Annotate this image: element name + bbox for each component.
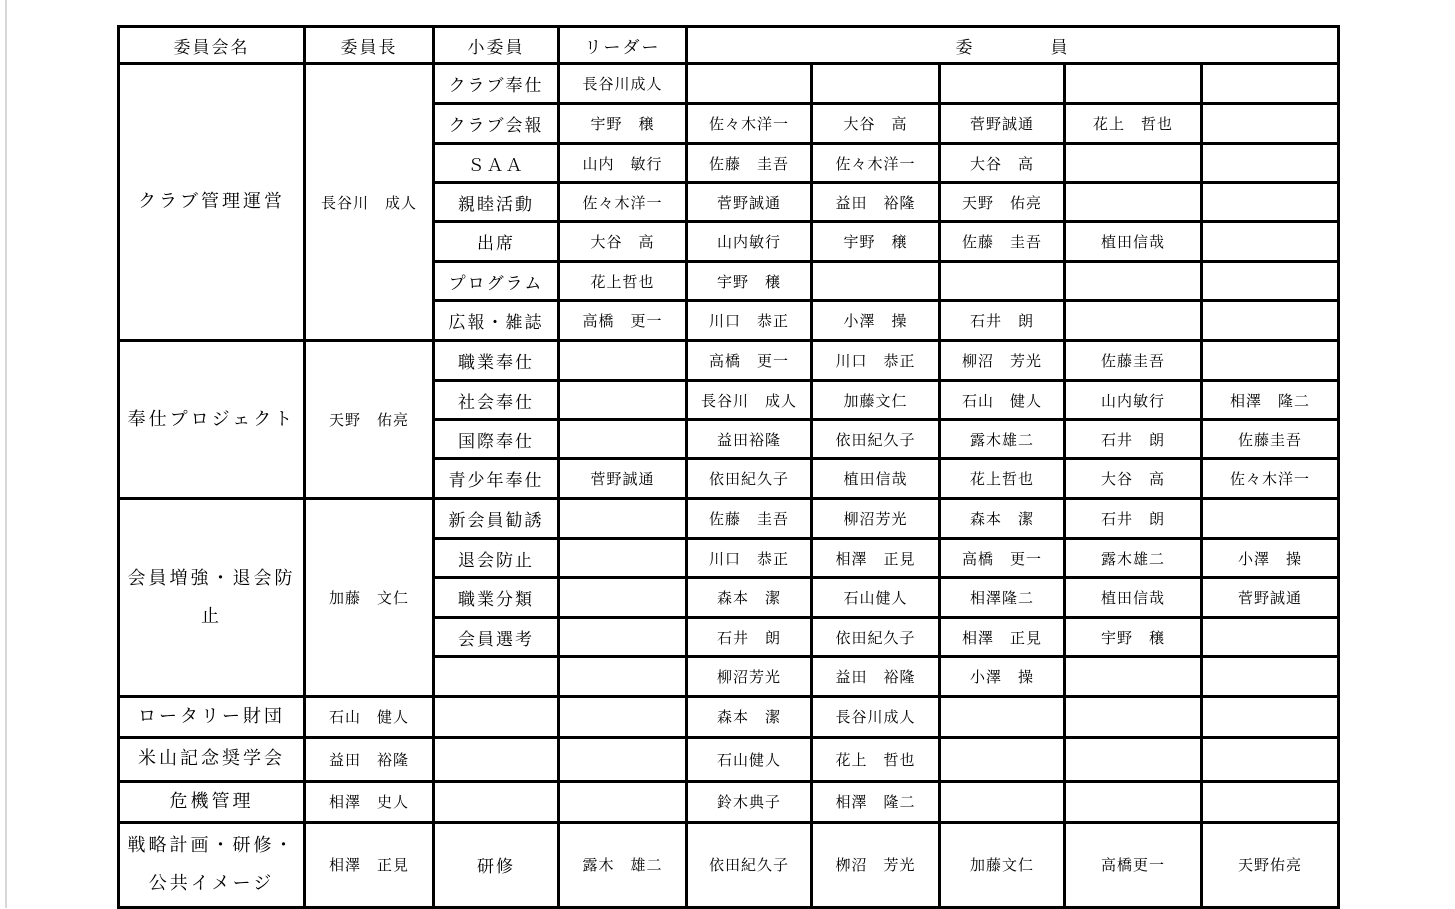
empty-cell: [1202, 222, 1339, 262]
empty-cell: [1202, 301, 1339, 341]
empty-cell: [559, 737, 687, 781]
empty-cell: [1065, 144, 1202, 183]
member-name: 植田信哉: [1065, 222, 1202, 262]
leader-name: 宇野 穣: [559, 104, 687, 144]
committee-table: [117, 25, 1340, 909]
member-name: 石井 朗: [687, 618, 812, 657]
member-name: 露木雄二: [1065, 539, 1202, 578]
leader-name: 佐々木洋一: [559, 183, 687, 222]
member-name: 相澤 正見: [940, 618, 1065, 657]
empty-cell: [1202, 697, 1339, 738]
member-name: 佐々木洋一: [687, 104, 812, 144]
chair-name: 長谷川 成人: [305, 64, 434, 341]
member-name: 小澤 操: [812, 301, 940, 341]
subcommittee-name: 新会員勧誘: [434, 499, 559, 539]
subcommittee-name: 広報・雑誌: [434, 301, 559, 341]
empty-cell: [940, 64, 1065, 104]
member-name: 小澤 操: [940, 657, 1065, 697]
empty-subcommittee-cell: [434, 697, 559, 738]
member-name: 川口 恭正: [812, 341, 940, 381]
empty-cell: [1202, 64, 1339, 104]
member-name: 石山健人: [812, 578, 940, 618]
member-name: 加藤文仁: [940, 822, 1065, 907]
member-name: 栁沼 芳光: [812, 822, 940, 907]
subcommittee-name: 職業奉仕: [434, 341, 559, 381]
chair-name: 石山 健人: [305, 697, 434, 738]
member-name: 依田紀久子: [687, 822, 812, 907]
member-name: 石井 朗: [1065, 420, 1202, 459]
empty-cell: [1065, 183, 1202, 222]
member-name: 佐藤圭吾: [1065, 341, 1202, 381]
empty-cell: [1202, 341, 1339, 381]
empty-cell: [559, 341, 687, 381]
member-name: 菅野誠通: [1202, 578, 1339, 618]
member-name: 露木雄二: [940, 420, 1065, 459]
empty-subcommittee-cell: [434, 657, 559, 697]
member-name: 花上 哲也: [1065, 104, 1202, 144]
member-name: 佐藤圭吾: [1202, 420, 1339, 459]
chair-name: 天野 佑亮: [305, 341, 434, 499]
table-row: [119, 499, 1339, 539]
member-name: 川口 恭正: [687, 539, 812, 578]
member-name: 相澤隆二: [940, 578, 1065, 618]
empty-cell: [940, 781, 1065, 822]
empty-cell: [940, 262, 1065, 301]
committee-name: 戦略計画・研修・公共イメージ: [119, 822, 305, 907]
empty-cell: [940, 697, 1065, 738]
leader-name: 長谷川成人: [559, 64, 687, 104]
member-name: 依田紀久子: [687, 459, 812, 499]
member-name: 佐藤 圭吾: [940, 222, 1065, 262]
member-name: 大谷 高: [940, 144, 1065, 183]
empty-cell: [812, 64, 940, 104]
leader-name: 花上哲也: [559, 262, 687, 301]
table-row: [119, 697, 1339, 738]
member-name: 菅野誠通: [940, 104, 1065, 144]
committee-name: 危機管理: [119, 781, 305, 822]
header-subcommittee: 小委員: [434, 27, 559, 64]
committee-name: 会員増強・退会防止: [119, 499, 305, 697]
leader-name: 菅野誠通: [559, 459, 687, 499]
member-name: 石井 朗: [1065, 499, 1202, 539]
member-name: 高橋更一: [1065, 822, 1202, 907]
member-name: 川口 恭正: [687, 301, 812, 341]
empty-cell: [1202, 104, 1339, 144]
member-name: 佐藤 圭吾: [687, 499, 812, 539]
empty-subcommittee-cell: [434, 781, 559, 822]
empty-cell: [1065, 781, 1202, 822]
empty-cell: [1202, 499, 1339, 539]
member-name: 高橋 更一: [940, 539, 1065, 578]
empty-cell: [687, 64, 812, 104]
member-name: 柳沼芳光: [812, 499, 940, 539]
member-name: 森本 潔: [687, 697, 812, 738]
subcommittee-name: 会員選考: [434, 618, 559, 657]
member-name: 長谷川 成人: [687, 381, 812, 420]
member-name: 石山健人: [687, 737, 812, 781]
member-name: 宇野 穣: [687, 262, 812, 301]
empty-cell: [1065, 301, 1202, 341]
empty-cell: [1202, 618, 1339, 657]
empty-cell: [1202, 781, 1339, 822]
member-name: 相澤 隆二: [1202, 381, 1339, 420]
member-name: 鈴木典子: [687, 781, 812, 822]
empty-cell: [559, 618, 687, 657]
empty-subcommittee-cell: [434, 737, 559, 781]
subcommittee-name: クラブ奉仕: [434, 64, 559, 104]
table-row: [119, 341, 1339, 381]
member-name: 佐々木洋一: [812, 144, 940, 183]
empty-cell: [559, 499, 687, 539]
chair-name: 相澤 史人: [305, 781, 434, 822]
member-name: 森本 潔: [687, 578, 812, 618]
member-name: 相澤 正見: [812, 539, 940, 578]
empty-cell: [1202, 657, 1339, 697]
empty-cell: [559, 697, 687, 738]
header-leader: リーダー: [559, 27, 687, 64]
subcommittee-name: 青少年奉仕: [434, 459, 559, 499]
member-name: 大谷 高: [812, 104, 940, 144]
empty-cell: [812, 262, 940, 301]
empty-cell: [940, 737, 1065, 781]
subcommittee-name: 社会奉仕: [434, 381, 559, 420]
empty-cell: [1202, 262, 1339, 301]
empty-cell: [1202, 144, 1339, 183]
empty-cell: [1065, 262, 1202, 301]
member-name: 植田信哉: [812, 459, 940, 499]
empty-cell: [559, 578, 687, 618]
member-name: 加藤文仁: [812, 381, 940, 420]
leader-name: 山内 敏行: [559, 144, 687, 183]
member-name: 山内敏行: [1065, 381, 1202, 420]
subcommittee-name: 親睦活動: [434, 183, 559, 222]
subcommittee-name: 出席: [434, 222, 559, 262]
member-name: 長谷川成人: [812, 697, 940, 738]
member-name: 宇野 穣: [812, 222, 940, 262]
subcommittee-name: 退会防止: [434, 539, 559, 578]
committee-name: 奉仕プロジェクト: [119, 341, 305, 499]
subcommittee-name: クラブ会報: [434, 104, 559, 144]
empty-cell: [559, 420, 687, 459]
table-row: [119, 737, 1339, 781]
committee-name: クラブ管理運営: [119, 64, 305, 341]
subcommittee-name: 国際奉仕: [434, 420, 559, 459]
committee-table-body: [119, 27, 1339, 908]
table-row: [119, 822, 1339, 907]
empty-cell: [559, 539, 687, 578]
chair-name: 益田 裕隆: [305, 737, 434, 781]
member-name: 花上 哲也: [812, 737, 940, 781]
empty-cell: [559, 381, 687, 420]
header-committee-name: 委員会名: [119, 27, 305, 64]
member-name: 柳沼 芳光: [940, 341, 1065, 381]
leader-name: 大谷 高: [559, 222, 687, 262]
page-margin-line: [5, 0, 7, 908]
member-name: 相澤 隆二: [812, 781, 940, 822]
member-name: 天野佑亮: [1202, 822, 1339, 907]
subcommittee-name: プログラム: [434, 262, 559, 301]
member-name: 柳沼芳光: [687, 657, 812, 697]
header-chair: 委員長: [305, 27, 434, 64]
committee-name: 米山記念奨学会: [119, 737, 305, 781]
member-name: 植田信哉: [1065, 578, 1202, 618]
member-name: 石山 健人: [940, 381, 1065, 420]
chair-name: 加藤 文仁: [305, 499, 434, 697]
table-row: [119, 781, 1339, 822]
member-name: 高橋 更一: [687, 341, 812, 381]
leader-name: 露木 雄二: [559, 822, 687, 907]
empty-cell: [1202, 737, 1339, 781]
subcommittee-name: ＳＡＡ: [434, 144, 559, 183]
member-name: 森本 潔: [940, 499, 1065, 539]
header-members: 委 員: [687, 27, 1339, 64]
empty-cell: [1065, 737, 1202, 781]
subcommittee-name: 職業分類: [434, 578, 559, 618]
empty-cell: [1065, 697, 1202, 738]
member-name: 小澤 操: [1202, 539, 1339, 578]
empty-cell: [559, 781, 687, 822]
member-name: 益田 裕隆: [812, 183, 940, 222]
member-name: 益田裕隆: [687, 420, 812, 459]
leader-name: 高橋 更一: [559, 301, 687, 341]
member-name: 依田紀久子: [812, 420, 940, 459]
member-name: 佐藤 圭吾: [687, 144, 812, 183]
header-row: [119, 27, 1339, 64]
committee-name: ロータリー財団: [119, 697, 305, 738]
member-name: 依田紀久子: [812, 618, 940, 657]
member-name: 花上哲也: [940, 459, 1065, 499]
member-name: 菅野誠通: [687, 183, 812, 222]
empty-cell: [559, 657, 687, 697]
member-name: 山内敏行: [687, 222, 812, 262]
member-name: 宇野 穣: [1065, 618, 1202, 657]
empty-cell: [1065, 64, 1202, 104]
empty-cell: [1202, 183, 1339, 222]
member-name: 大谷 高: [1065, 459, 1202, 499]
member-name: 佐々木洋一: [1202, 459, 1339, 499]
member-name: 石井 朗: [940, 301, 1065, 341]
chair-name: 相澤 正見: [305, 822, 434, 907]
subcommittee-name: 研修: [434, 822, 559, 907]
table-row: [119, 64, 1339, 104]
empty-cell: [1065, 657, 1202, 697]
member-name: 天野 佑亮: [940, 183, 1065, 222]
member-name: 益田 裕隆: [812, 657, 940, 697]
